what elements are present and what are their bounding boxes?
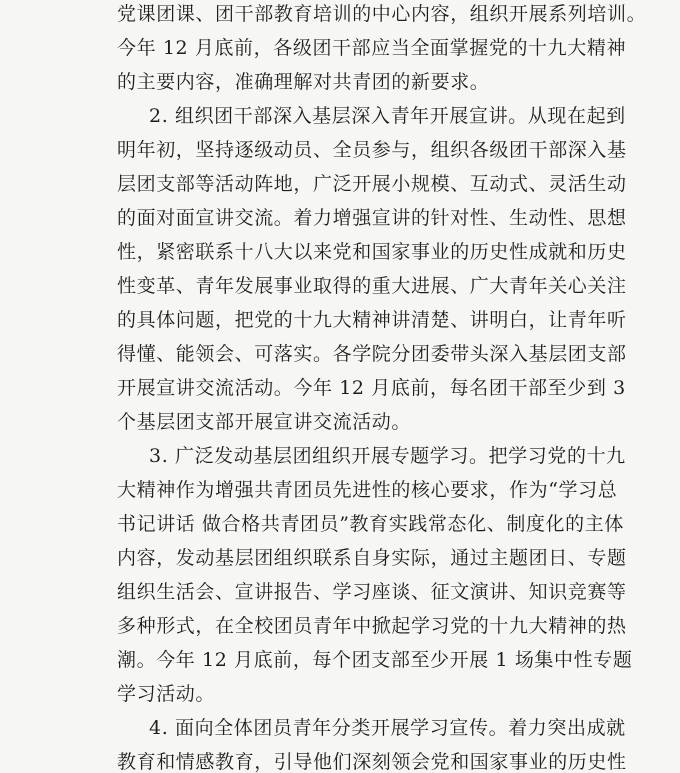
text-line: 书记讲话 做合格共青团员”教育实践常态化、制度化的主体 bbox=[117, 513, 624, 535]
text-line: 的主要内容，准确理解对共青团的新要求。 bbox=[117, 71, 490, 93]
text-line: 潮。今年 12 月底前，每个团支部至少开展 1 场集中性专题 bbox=[117, 649, 633, 671]
text-line: 的面对面宣讲交流。着力增强宣讲的针对性、生动性、思想 bbox=[117, 207, 627, 229]
paragraph-heading: 4. 面向全体团员青年分类开展学习宣传。着力突出成就 bbox=[149, 717, 626, 739]
text-line: 学习活动。 bbox=[117, 683, 216, 705]
text-line: 个基层团支部开展宣讲交流活动。 bbox=[117, 411, 412, 433]
text-line: 多种形式，在全校团员青年中掀起学习党的十九大精神的热 bbox=[117, 615, 627, 637]
paragraph-heading: 3. 广泛发动基层团组织开展专题学习。把学习党的十九 bbox=[149, 445, 626, 467]
text-line: 党课团课、团干部教育培训的中心内容，组织开展系列培训。 bbox=[117, 3, 647, 25]
text-line: 组织生活会、宣讲报告、学习座谈、征文演讲、知识竞赛等 bbox=[117, 581, 627, 603]
text-line: 得懂、能领会、可落实。各学院分团委带头深入基层团支部 bbox=[117, 343, 627, 365]
text-line: 性，紧密联系十八大以来党和国家事业的历史性成就和历史 bbox=[117, 241, 627, 263]
text-line: 层团支部等活动阵地，广泛开展小规模、互动式、灵活生动 bbox=[117, 173, 627, 195]
paragraph-heading: 2. 组织团干部深入基层深入青年开展宣讲。从现在起到 bbox=[149, 105, 626, 127]
text-line: 的具体问题，把党的十九大精神讲清楚、讲明白，让青年听 bbox=[117, 309, 627, 331]
text-line: 教育和情感教育，引导他们深刻领会党和国家事业的历史性 bbox=[117, 751, 627, 773]
text-line: 明年初，坚持逐级动员、全员参与，组织各级团干部深入基 bbox=[117, 139, 627, 161]
text-line: 大精神作为增强共青团员先进性的核心要求，作为“学习总 bbox=[117, 479, 618, 501]
text-line: 开展宣讲交流活动。今年 12 月底前，每名团干部至少到 3 bbox=[117, 377, 626, 399]
text-line: 今年 12 月底前，各级团干部应当全面掌握党的十九大精神 bbox=[117, 37, 627, 59]
text-line: 内容，发动基层团组织联系自身实际，通过主题团日、专题 bbox=[117, 547, 627, 569]
text-line: 性变革、青年发展事业取得的重大进展、广大青年关心关注 bbox=[117, 275, 627, 297]
